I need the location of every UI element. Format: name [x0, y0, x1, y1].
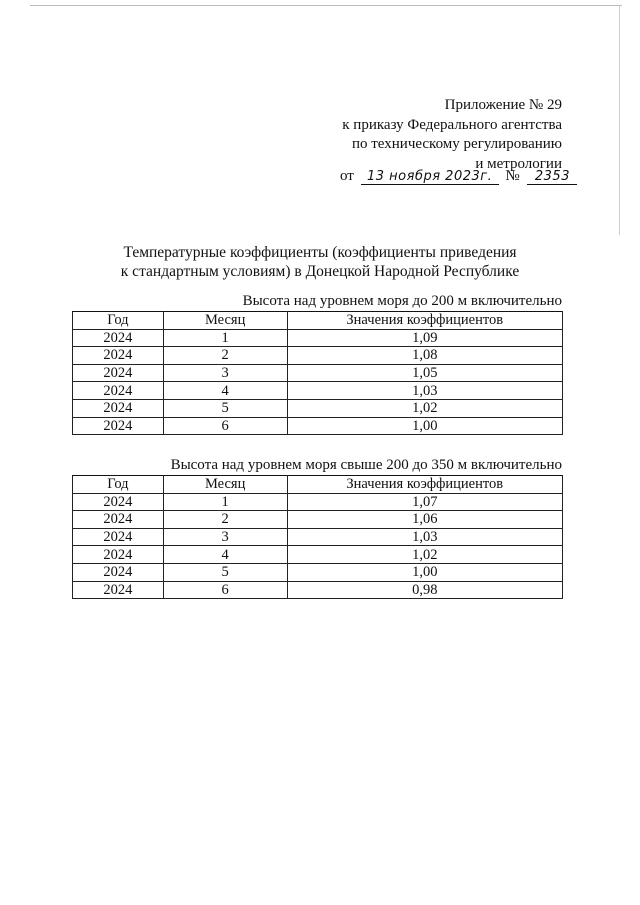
cell-value: 1,05	[287, 364, 562, 382]
column-header-month: Месяц	[163, 312, 287, 330]
cell-month: 4	[163, 546, 287, 564]
cell-year: 2024	[73, 528, 164, 546]
cell-year: 2024	[73, 364, 164, 382]
cell-value: 1,00	[287, 563, 562, 581]
cell-year: 2024	[73, 546, 164, 564]
table-caption: Высота над уровнем моря до 200 м включительно	[242, 293, 562, 309]
cell-value: 1,06	[287, 511, 562, 529]
cell-year: 2024	[73, 417, 164, 435]
cell-month: 4	[163, 382, 287, 400]
table-row	[73, 399, 563, 417]
appendix-line: Приложение № 29	[444, 97, 562, 113]
order-reference	[340, 168, 577, 185]
coefficients-table-2	[72, 475, 563, 599]
scan-edge-top	[30, 5, 622, 6]
cell-year: 2024	[73, 399, 164, 417]
cell-month: 1	[163, 493, 287, 511]
column-header-year: Год	[73, 476, 164, 494]
cell-year: 2024	[73, 493, 164, 511]
order-prefix: от	[340, 168, 354, 184]
table-row	[73, 528, 563, 546]
table-header-row	[73, 312, 563, 330]
cell-month: 5	[163, 563, 287, 581]
cell-year: 2024	[73, 563, 164, 581]
column-header-values: Значения коэффициентов	[287, 476, 562, 494]
cell-year: 2024	[73, 329, 164, 347]
table-caption: Высота над уровнем моря свыше 200 до 350 м включительно	[170, 457, 562, 473]
coefficients-table-1	[72, 311, 563, 435]
cell-year: 2024	[73, 511, 164, 529]
table-row	[73, 417, 563, 435]
order-number-label: №	[505, 168, 520, 184]
cell-value: 1,07	[287, 493, 562, 511]
appendix-line: по техническому регулированию	[351, 136, 562, 152]
table-row	[73, 581, 563, 599]
cell-value: 1,00	[287, 417, 562, 435]
table-row	[73, 329, 563, 347]
table-row	[73, 546, 563, 564]
appendix-line: к приказу Федерального агентства	[342, 116, 562, 133]
column-header-values: Значения коэффициентов	[287, 312, 562, 330]
cell-year: 2024	[73, 581, 164, 599]
table-row	[73, 347, 563, 365]
table-row	[73, 563, 563, 581]
cell-month: 3	[163, 528, 287, 546]
cell-month: 5	[163, 399, 287, 417]
cell-year: 2024	[73, 347, 164, 365]
table-row	[73, 382, 563, 400]
cell-year: 2024	[73, 382, 164, 400]
cell-value: 1,08	[287, 347, 562, 365]
order-number-handwritten: 2353	[527, 169, 577, 185]
document-title	[0, 243, 640, 281]
cell-month: 2	[163, 347, 287, 365]
cell-value: 1,03	[287, 382, 562, 400]
cell-value: 1,02	[287, 546, 562, 564]
cell-month: 3	[163, 364, 287, 382]
order-date-handwritten: 13 ноября 2023г.	[361, 169, 499, 185]
table-header-row	[73, 476, 563, 494]
table-row	[73, 493, 563, 511]
appendix-header	[342, 96, 562, 174]
cell-value: 0,98	[287, 581, 562, 599]
table-row	[73, 511, 563, 529]
scan-edge-right	[619, 5, 620, 235]
title-line-1: Температурные коэффициенты (коэффициенты приведения	[123, 244, 517, 261]
cell-month: 2	[163, 511, 287, 529]
cell-value: 1,03	[287, 528, 562, 546]
title-line-2: к стандартным условиям) в Донецкой Народной Республике	[120, 263, 520, 280]
table-row	[73, 364, 563, 382]
cell-month: 6	[163, 581, 287, 599]
column-header-year: Год	[73, 312, 164, 330]
cell-month: 1	[163, 329, 287, 347]
appendix-line: и метрологии	[475, 155, 562, 172]
cell-month: 6	[163, 417, 287, 435]
cell-value: 1,02	[287, 399, 562, 417]
cell-value: 1,09	[287, 329, 562, 347]
column-header-month: Месяц	[163, 476, 287, 494]
